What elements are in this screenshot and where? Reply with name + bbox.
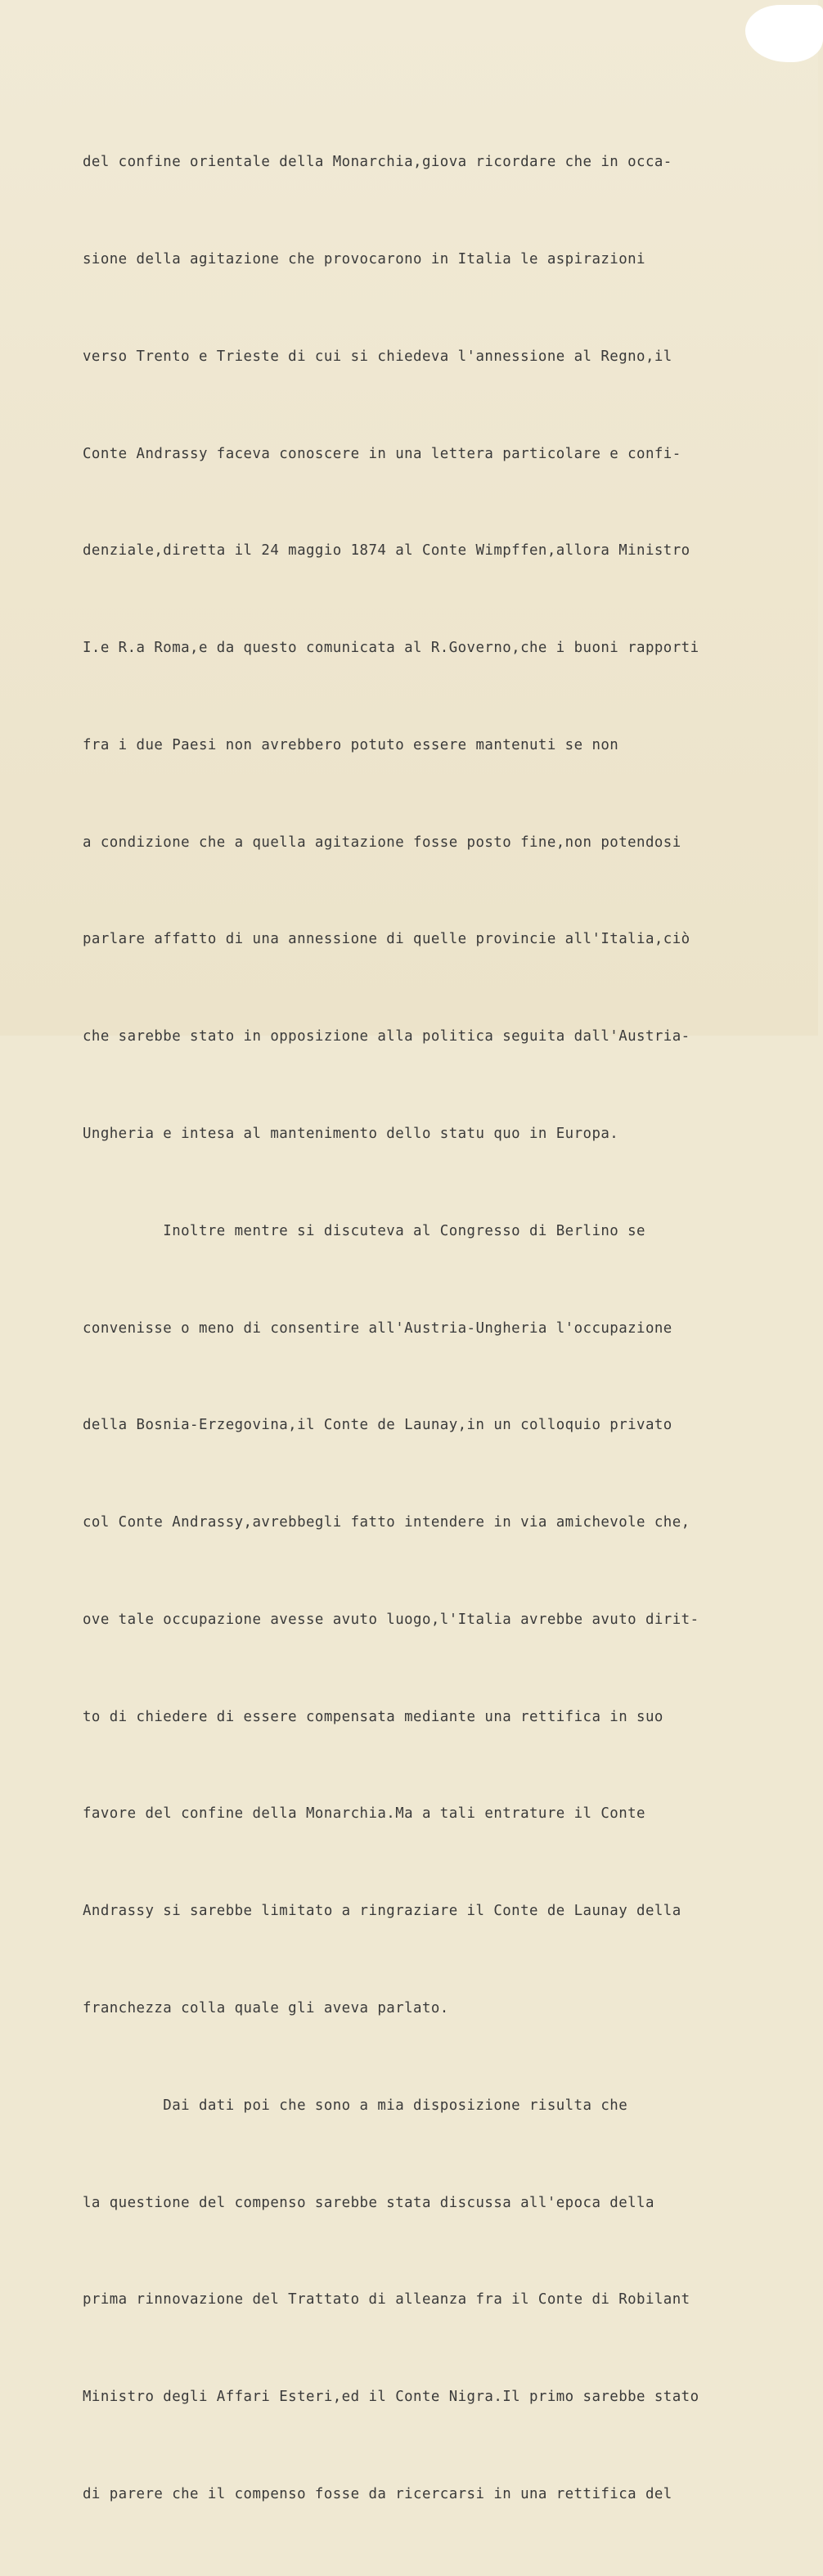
- text-line: del confine orientale della Monarchia,giova ricordare che in occa-: [83, 154, 672, 171]
- text-line: denziale,diretta il 24 maggio 1874 al Conte Wimpffen,allora Ministro: [83, 542, 690, 560]
- text-line: verso Trento e Trieste di cui si chiedeva l'annessione al Regno,il: [83, 348, 672, 365]
- typewritten-text: [83, 82, 753, 2576]
- text-line: favore del confine della Monarchia.Ma a tali entrature il Conte: [83, 1805, 645, 1823]
- text-line: ove tale occupazione avesse avuto luogo,l'Italia avrebbe avuto dirit-: [83, 1611, 699, 1628]
- text-line: della Bosnia-Erzegovina,il Conte de Launay,in un colloquio privato: [83, 1417, 672, 1434]
- text-line: prima rinnovazione del Trattato di alleanza fra il Conte di Robilant: [83, 2291, 690, 2309]
- text-line: sione della agitazione che provocarono in Italia le aspirazioni: [83, 250, 645, 267]
- text-line: a condizione che a quella agitazione fosse posto fine,non potendosi: [83, 834, 681, 851]
- text-line: Inoltre mentre si discuteva al Congresso di Berlino se: [83, 1222, 645, 1239]
- text-line: franchezza colla quale gli aveva parlato.: [83, 2000, 449, 2017]
- text-line: fra i due Paesi non avrebbero potuto essere mantenuti se non: [83, 736, 619, 753]
- text-line: Ungheria e intesa al mantenimento dello statu quo in Europa.: [83, 1126, 619, 1142]
- text-line: Conte Andrassy faceva conoscere in una lettera particolare e confi-: [83, 445, 681, 462]
- torn-corner: [745, 5, 823, 62]
- text-line: Ministro degli Affari Esteri,ed il Conte Nigra.Il primo sarebbe stato: [83, 2389, 699, 2406]
- text-line: che sarebbe stato in opposizione alla politica seguita dall'Austria-: [83, 1028, 690, 1045]
- text-line: parlare affatto di una annessione di quelle provincie all'Italia,ciò: [83, 931, 690, 948]
- text-line: I.e R.a Roma,e da questo comunicata al R.Governo,che i buoni rapporti: [83, 640, 699, 657]
- text-line: convenisse o meno di consentire all'Austria-Ungheria l'occupazione: [83, 1319, 672, 1337]
- text-line: to di chiedere di essere compensata mediante una rettifica in suo: [83, 1708, 663, 1725]
- text-line: Dai dati poi che sono a mia disposizione risulta che: [83, 2097, 628, 2114]
- text-line: col Conte Andrassy,avrebbegli fatto intendere in via amichevole che,: [83, 1514, 690, 1531]
- text-line: di parere che il compenso fosse da ricercarsi in una rettifica del: [83, 2485, 672, 2502]
- text-line: la questione del compenso sarebbe stata discussa all'epoca della: [83, 2194, 654, 2211]
- text-line: Andrassy si sarebbe limitato a ringraziare il Conte de Launay della: [83, 1903, 681, 1920]
